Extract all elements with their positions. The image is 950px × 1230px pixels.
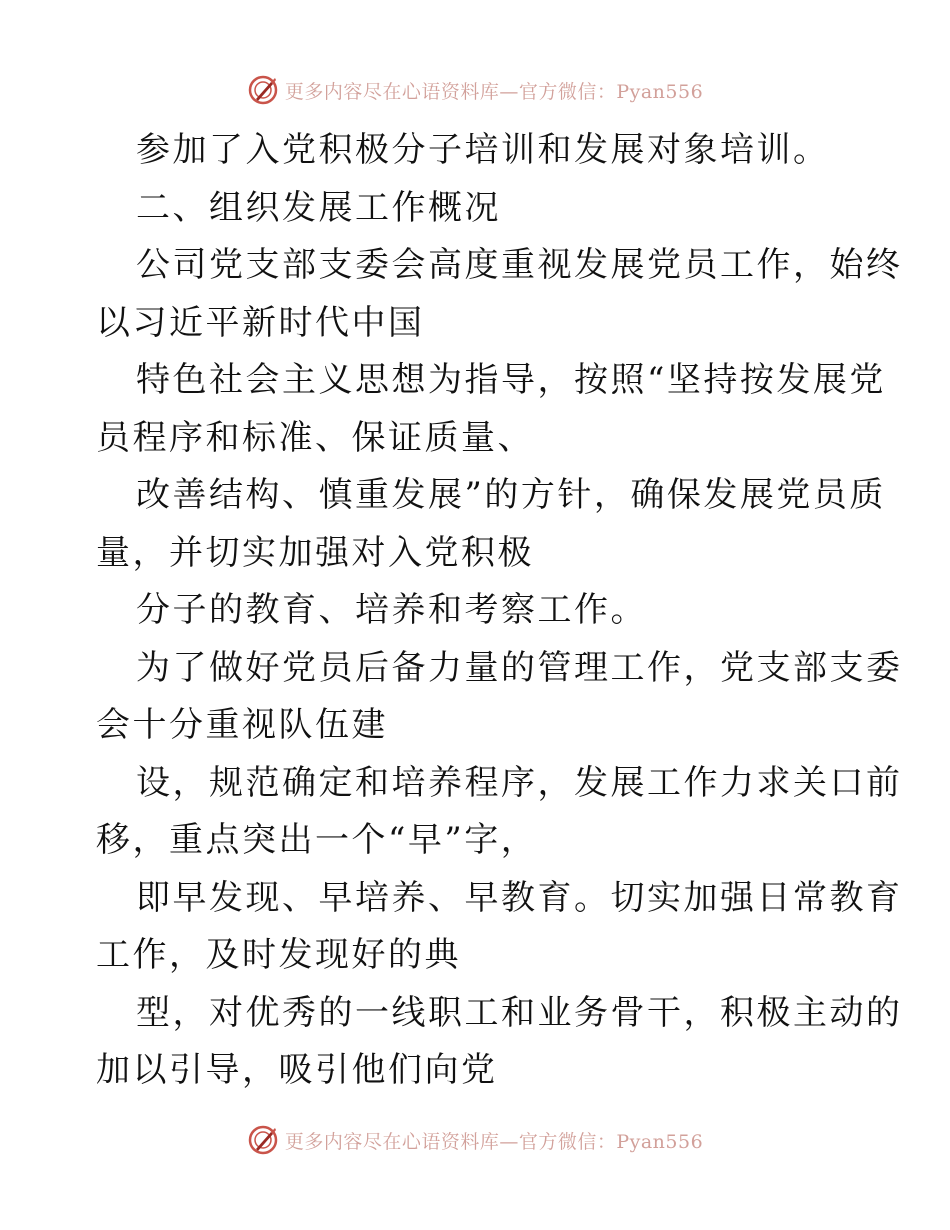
text-line: 以习近平新时代中国 [96,302,425,343]
text-line: 设，规范确定和培养程序，发展工作力求关口前 [136,762,903,803]
text-line: 分子的教育、培养和考察工作。 [136,590,647,630]
text-line: 移，重点突出一个“早”字， [96,820,538,860]
document-body [96,122,903,1100]
text-line: 会十分重视队伍建 [96,705,388,745]
text-line: 改善结构、慎重发展”的方针，确保发展党员质 [136,475,886,515]
text-line: 员程序和标准、保证质量、 [96,417,534,458]
text-line: 即早发现、早培养、早教育。切实加强日常教育 [136,877,903,918]
header-watermark [0,72,950,108]
section-heading: 二、组织发展工作概况 [136,187,501,228]
watermark-logo-icon [247,74,279,106]
watermark-text: 更多内容尽在心语资料库—官方微信：Pyan556 [284,1130,704,1153]
text-line: 参加了入党积极分子培训和发展对象培训。 [136,130,830,170]
text-line: 特色社会主义思想为指导，按照“坚持按发展党 [136,360,886,400]
footer-watermark [0,1122,950,1158]
watermark-logo-icon [247,1124,279,1156]
text-line: 工作，及时发现好的典 [96,935,461,975]
text-line: 为了做好党员后备力量的管理工作，党支部支委 [136,647,903,688]
text-line: 加以引导，吸引他们向党 [96,1050,498,1090]
text-line: 量，并切实加强对入党积极 [96,532,534,573]
text-line: 公司党支部支委会高度重视发展党员工作，始终 [136,245,903,285]
text-line: 型，对优秀的一线职工和业务骨干，积极主动的 [136,992,903,1033]
watermark-text: 更多内容尽在心语资料库—官方微信：Pyan556 [284,80,704,103]
